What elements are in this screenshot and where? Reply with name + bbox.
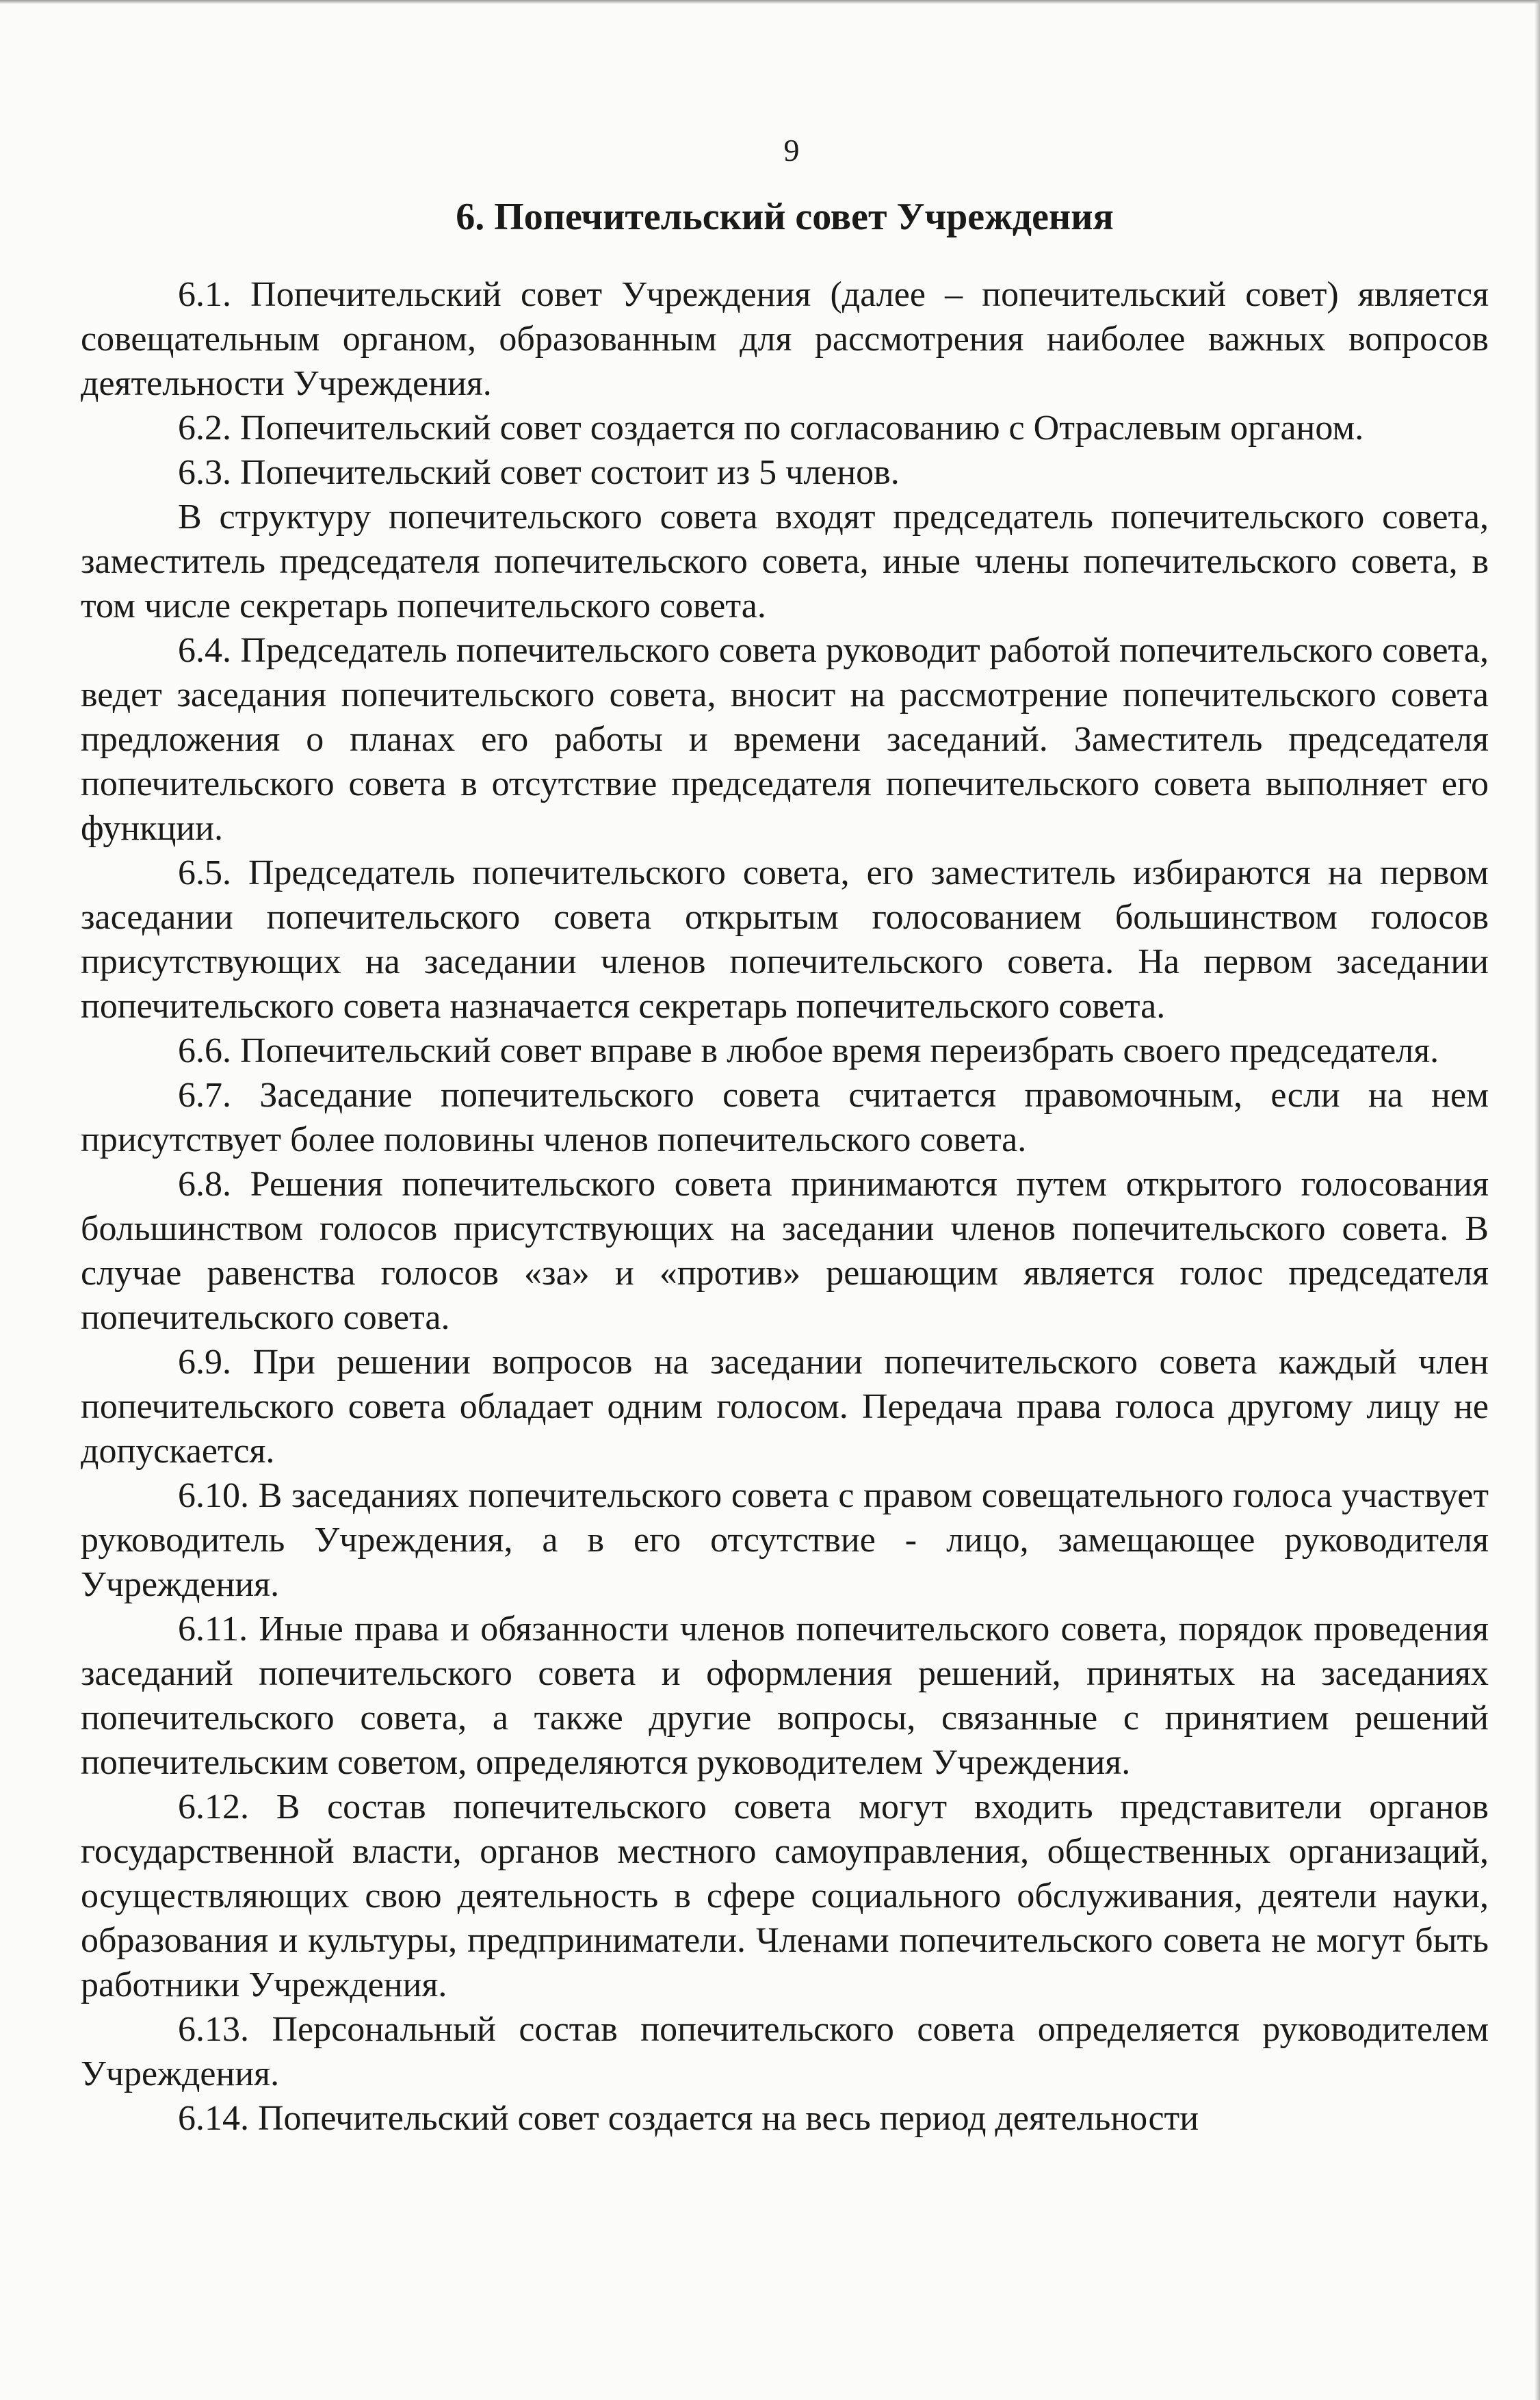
paragraph-6-4: 6.4. Председатель попечительского совета руководит работой попечительского совета, ведет заседания попечительского совета, вносит на рассмотрение попечительского совета предложения о планах его работы и времени заседаний. Заместитель председателя попечительского совета в отсутствие председателя попечительского совета выполняет его функции. xyxy=(81,631,1489,848)
paragraph-6-13: 6.13. Персональный состав попечительского совета определяется руководителем Учреждения. xyxy=(81,2010,1489,2093)
scan-edge-right xyxy=(1535,0,1540,2400)
paragraph-6-7: 6.7. Заседание попечительского совета считается правомочным, если на нем присутствует более половины членов попечительского совета. xyxy=(81,1076,1489,1159)
paragraph-6-3: 6.3. Попечительский совет состоит из 5 членов. xyxy=(178,453,900,492)
paragraph-6-12: 6.12. В состав попечительского совета могут входить представители органов государственной власти, органов местного самоуправления, общественных организаций, осуществляющих свою деятельность в сфере социального обслуживания, деятели науки, образования и культуры, предприниматели. Членами попечительского совета не могут быть работники Учреждения. xyxy=(81,1788,1489,2004)
scan-edge-top xyxy=(0,0,1540,4)
paragraph-6-10: 6.10. В заседаниях попечительского совета с правом совещательного голоса участвует руководитель Учреждения, а в его отсутствие - лицо, замещающее руководителя Учреждения. xyxy=(81,1476,1489,1604)
paragraph-6-11: 6.11. Иные права и обязанности членов попечительского совета, порядок проведения заседаний попечительского совета и оформления решений, принятых на заседаниях попечительского совета, а также другие вопросы, связанные с принятием решений попечительским советом, определяются руководителем Учреждения. xyxy=(81,1610,1489,1782)
paragraph-6-9: 6.9. При решении вопросов на заседании попечительского совета каждый член попечительского совета обладает одним голосом. Передача права голоса другому лицу не допускается. xyxy=(81,1343,1489,1471)
paragraph-6-8: 6.8. Решения попечительского совета принимаются путем открытого голосования большинством голосов присутствующих на заседании членов попечительского совета. В случае равенства голосов «за» и «против» решающим является голос председателя попечительского совета. xyxy=(81,1165,1489,1337)
document-body xyxy=(81,130,1489,2141)
paragraph-6-14: 6.14. Попечительский совет создается на весь период деятельности xyxy=(178,2099,1199,2138)
paragraph-6-2: 6.2. Попечительский совет создается по согласованию с Отраслевым органом. xyxy=(178,409,1364,448)
page-number: 9 xyxy=(783,133,800,168)
section-heading: 6. Попечительский совет Учреждения xyxy=(456,196,1114,238)
paragraph-6-5: 6.5. Председатель попечительского совета, его заместитель избираются на первом заседании попечительского совета открытым голосованием большинством голосов присутствующих на заседании членов попечительского совета. На первом заседании попечительского совета назначается секретарь попечительского совета. xyxy=(81,853,1489,1026)
paragraph-6-1: 6.1. Попечительский совет Учреждения (далее – попечительский совет) является совещательным органом, образованным для рассмотрения наиболее важных вопросов деятельности Учреждения. xyxy=(81,275,1489,403)
paragraph-6-6: 6.6. Попечительский совет вправе в любое время переизбрать своего председателя. xyxy=(178,1031,1439,1070)
paragraph-6-3-structure: В структуру попечительского совета входят председатель попечительского совета, заместитель председателя попечительского совета, иные члены попечительского совета, в том числе секретарь попечительского совета. xyxy=(81,498,1489,625)
